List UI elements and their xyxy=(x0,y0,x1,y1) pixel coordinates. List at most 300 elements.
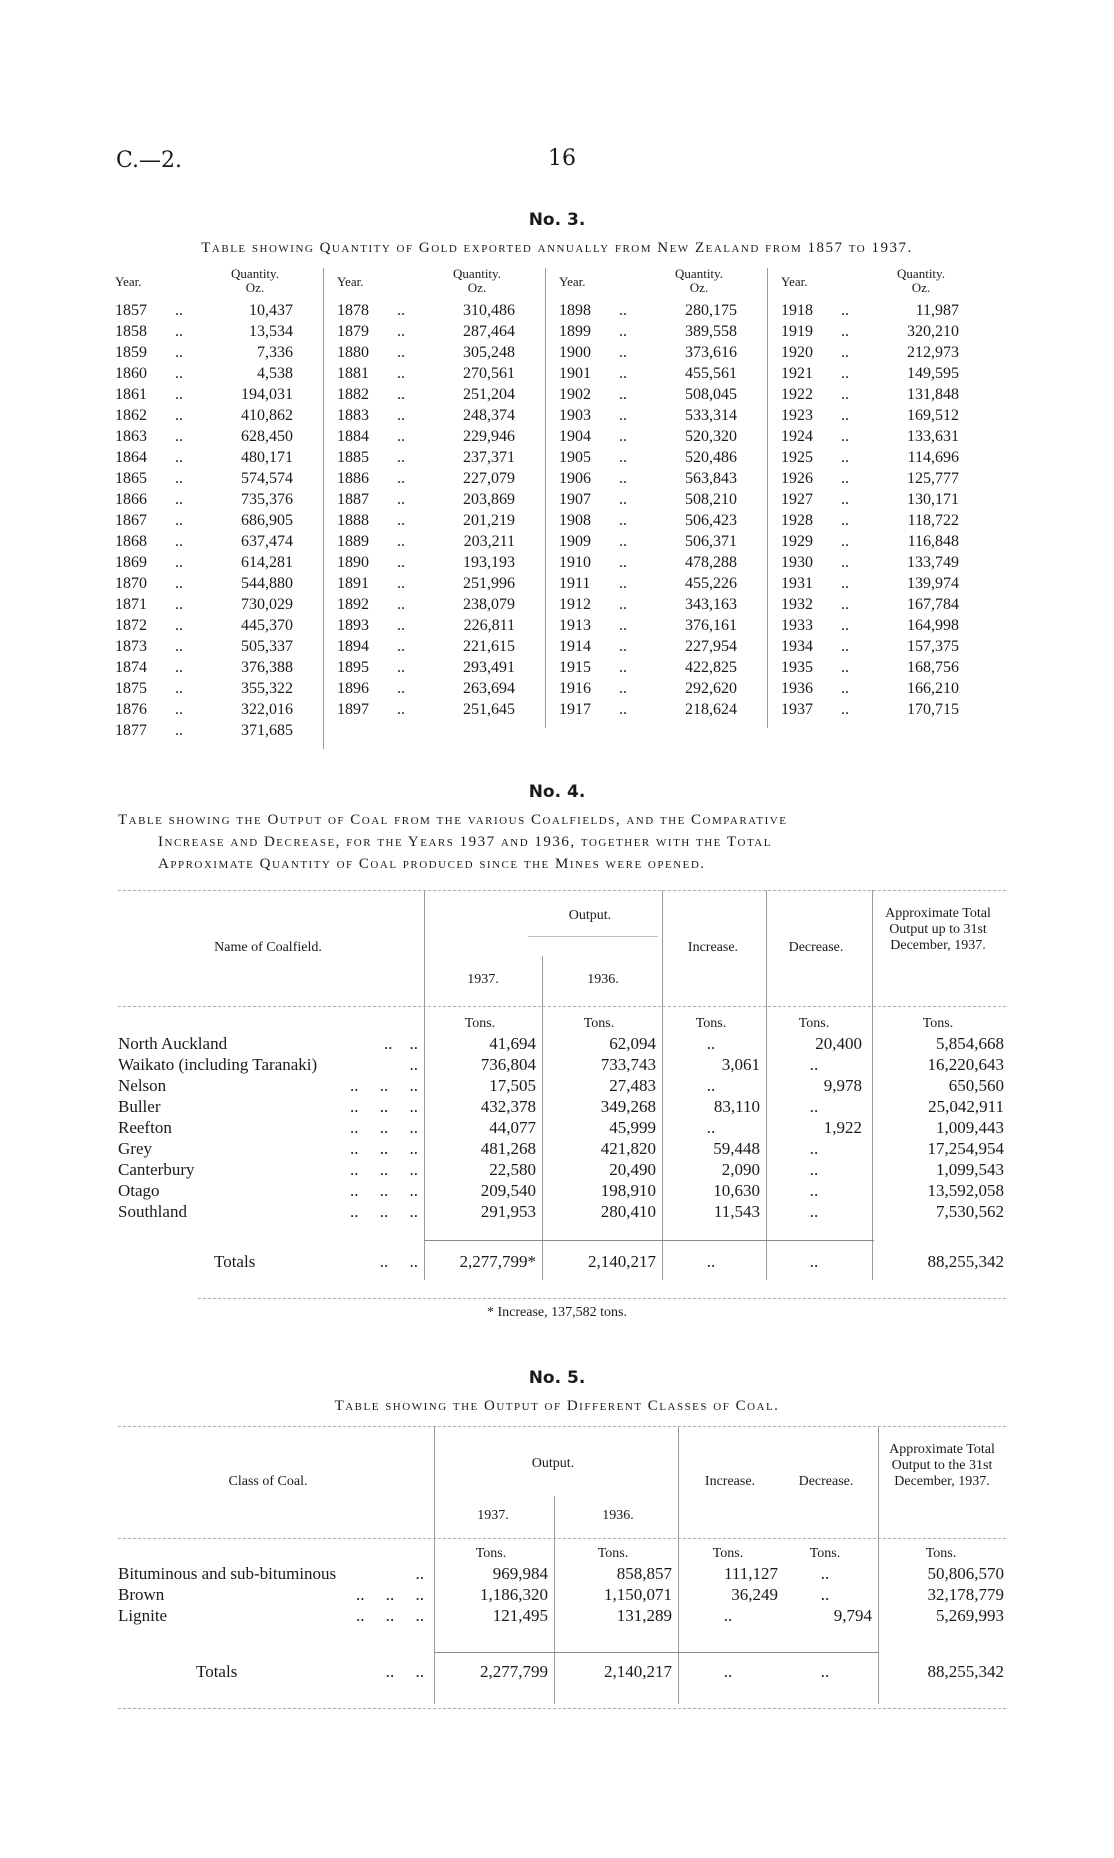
gold-quantity: 637,474 xyxy=(241,533,293,550)
gold-row xyxy=(781,659,959,680)
cell-y1937: 121,495 xyxy=(492,1606,548,1625)
gold-col-year-header: Year. xyxy=(337,274,364,289)
leader-dots: .. xyxy=(175,596,183,613)
gold-row xyxy=(781,512,959,533)
gold-quantity: 263,694 xyxy=(463,680,515,697)
gold-row xyxy=(337,407,515,428)
leader-dots: .. xyxy=(397,659,405,676)
row-name: Lignite xyxy=(118,1606,168,1625)
gold-quantity: 371,685 xyxy=(241,722,293,739)
gold-quantity: 10,437 xyxy=(249,302,293,319)
leader-dots: .. xyxy=(409,1055,418,1074)
leader-dots: .. xyxy=(619,638,627,655)
leader-dots: .. .. .. xyxy=(350,1181,418,1200)
total-total: 88,255,342 xyxy=(927,1662,1004,1681)
table4-totals xyxy=(118,1252,1006,1273)
leader-dots: .. xyxy=(397,596,405,613)
cell-dec: .. xyxy=(820,1564,830,1583)
cell-y1936: 280,410 xyxy=(600,1202,656,1221)
row-name: Grey xyxy=(118,1139,152,1158)
gold-quantity: 280,175 xyxy=(685,302,737,319)
row-name: Waikato (including Taranaki) xyxy=(118,1055,318,1074)
unit-label: Tons. xyxy=(597,1546,629,1561)
gold-year: 1864 xyxy=(115,449,147,466)
leader-dots: .. xyxy=(397,701,405,718)
gold-row xyxy=(337,302,515,323)
gold-quantity: 157,375 xyxy=(907,638,959,655)
gold-row xyxy=(337,680,515,701)
gold-quantity: 478,288 xyxy=(685,554,737,571)
gold-year: 1886 xyxy=(337,470,369,487)
gold-col-quantity-header: Quantity. xyxy=(897,266,945,281)
cell-y1936: 198,910 xyxy=(600,1181,656,1200)
cell-y1936: 131,289 xyxy=(616,1606,672,1625)
cell-y1936: 62,094 xyxy=(609,1034,656,1053)
leader-dots: .. xyxy=(397,575,405,592)
gold-quantity: 4,538 xyxy=(257,365,293,382)
gold-quantity: 130,171 xyxy=(907,491,959,508)
gold-quantity: 506,423 xyxy=(685,512,737,529)
leader-dots: .. xyxy=(175,428,183,445)
leader-dots: .. xyxy=(619,617,627,634)
gold-row xyxy=(337,533,515,554)
gold-quantity: 166,210 xyxy=(907,680,959,697)
gold-year: 1914 xyxy=(559,638,591,655)
leader-dots: .. xyxy=(841,554,849,571)
gold-row xyxy=(781,386,959,407)
gold-year: 1900 xyxy=(559,344,591,361)
gold-quantity: 376,161 xyxy=(685,617,737,634)
row-name: Buller xyxy=(118,1097,161,1116)
gold-col-quantity-header: Quantity. xyxy=(453,266,501,281)
gold-row xyxy=(115,470,293,491)
gold-row xyxy=(337,386,515,407)
leader-dots: .. xyxy=(841,701,849,718)
unit-label: Tons. xyxy=(695,1016,727,1031)
cell-total: 13,592,058 xyxy=(927,1181,1004,1200)
gold-row xyxy=(337,659,515,680)
table5-header-rule xyxy=(118,1538,1006,1539)
cell-y1936: 20,490 xyxy=(609,1160,656,1179)
gold-quantity: 410,862 xyxy=(241,407,293,424)
gold-year: 1885 xyxy=(337,449,369,466)
table4-col-total: Approximate Total Output up to 31st December, 1937. xyxy=(885,906,991,953)
gold-row xyxy=(115,680,293,701)
gold-row xyxy=(559,470,737,491)
leader-dots: .. xyxy=(397,470,405,487)
gold-row xyxy=(115,386,293,407)
gold-quantity: 168,756 xyxy=(907,659,959,676)
gold-row xyxy=(115,428,293,449)
table5-heading: No. 5. xyxy=(528,1368,586,1388)
leader-dots: .. xyxy=(841,470,849,487)
cell-y1937: 17,505 xyxy=(489,1076,536,1095)
gold-quantity: 293,491 xyxy=(463,659,515,676)
leader-dots: .. xyxy=(175,554,183,571)
cell-inc: 36,249 xyxy=(731,1585,778,1604)
gold-quantity: 355,322 xyxy=(241,680,293,697)
gold-row xyxy=(337,596,515,617)
gold-year: 1860 xyxy=(115,365,147,382)
leader-dots: .. xyxy=(397,365,405,382)
gold-year: 1877 xyxy=(115,722,147,739)
leader-dots: .. xyxy=(841,323,849,340)
cell-y1936: 421,820 xyxy=(600,1139,656,1158)
gold-row xyxy=(559,407,737,428)
cell-y1936: 858,857 xyxy=(616,1564,672,1583)
table5-totals xyxy=(118,1662,1006,1683)
table5-col-decrease: Decrease. xyxy=(798,1474,854,1489)
gold-quantity: 343,163 xyxy=(685,596,737,613)
gold-year: 1906 xyxy=(559,470,591,487)
gold-year: 1899 xyxy=(559,323,591,340)
leader-dots: .. xyxy=(397,323,405,340)
gold-row xyxy=(115,512,293,533)
leader-dots: .. xyxy=(619,512,627,529)
gold-column-1 xyxy=(115,268,327,748)
gold-quantity: 237,371 xyxy=(463,449,515,466)
gold-quantity: 251,204 xyxy=(463,386,515,403)
gold-year: 1875 xyxy=(115,680,147,697)
unit-label: Tons. xyxy=(798,1016,830,1031)
gold-quantity: 376,388 xyxy=(241,659,293,676)
table5-col-total: Approximate Total Output to the 31st December, 1937. xyxy=(889,1442,995,1489)
gold-column-divider xyxy=(767,268,768,728)
table5-col-1937: 1937. xyxy=(477,1508,509,1523)
gold-row xyxy=(559,617,737,638)
gold-row xyxy=(559,701,737,722)
gold-row xyxy=(115,722,293,743)
gold-year: 1883 xyxy=(337,407,369,424)
row-name: North Auckland xyxy=(118,1034,228,1053)
gold-row xyxy=(337,491,515,512)
leader-dots: .. xyxy=(841,617,849,634)
leader-dots: .. xyxy=(619,575,627,592)
cell-inc: 83,110 xyxy=(713,1097,760,1116)
leader-dots: .. xyxy=(175,617,183,634)
table5-row xyxy=(118,1585,1006,1606)
cell-y1936: 27,483 xyxy=(609,1076,656,1095)
row-name: Bituminous and sub-bituminous xyxy=(118,1564,337,1583)
gold-row xyxy=(559,533,737,554)
row-name: Brown xyxy=(118,1585,165,1604)
gold-quantity: 455,561 xyxy=(685,365,737,382)
gold-row xyxy=(337,638,515,659)
gold-quantity: 251,996 xyxy=(463,575,515,592)
gold-row xyxy=(115,533,293,554)
gold-quantity: 520,486 xyxy=(685,449,737,466)
gold-row xyxy=(115,491,293,512)
page-number: 16 xyxy=(548,146,576,171)
gold-year: 1901 xyxy=(559,365,591,382)
leader-dots: .. xyxy=(841,512,849,529)
gold-row xyxy=(781,596,959,617)
gold-year: 1858 xyxy=(115,323,147,340)
table4-row xyxy=(118,1118,1006,1139)
gold-quantity: 193,193 xyxy=(463,554,515,571)
gold-quantity: 373,616 xyxy=(685,344,737,361)
leader-dots: .. .. .. xyxy=(350,1076,418,1095)
cell-inc: 111,127 xyxy=(724,1564,778,1583)
gold-year: 1927 xyxy=(781,491,813,508)
leader-dots: .. xyxy=(619,386,627,403)
leader-dots: .. .. xyxy=(379,1252,418,1271)
table5-col-increase: Increase. xyxy=(704,1474,756,1489)
cell-total: 25,042,911 xyxy=(928,1097,1004,1116)
unit-label: Tons. xyxy=(712,1546,744,1561)
gold-year: 1921 xyxy=(781,365,813,382)
gold-row xyxy=(781,701,959,722)
table5-body xyxy=(118,1546,1006,1636)
gold-year: 1934 xyxy=(781,638,813,655)
gold-year: 1890 xyxy=(337,554,369,571)
table4-row xyxy=(118,1160,1006,1181)
table4-title-line2: Increase and Decrease, for the Years 1937 and 1936, together with the Total xyxy=(158,834,772,850)
gold-row xyxy=(115,596,293,617)
gold-quantity: 229,946 xyxy=(463,428,515,445)
leader-dots: .. xyxy=(619,554,627,571)
table4-totals-row xyxy=(118,1252,1006,1276)
gold-year: 1926 xyxy=(781,470,813,487)
cell-y1937: 41,694 xyxy=(489,1034,536,1053)
leader-dots: .. xyxy=(619,659,627,676)
gold-year: 1895 xyxy=(337,659,369,676)
cell-dec: 20,400 xyxy=(815,1034,862,1053)
gold-column-4 xyxy=(781,268,993,748)
leader-dots: .. xyxy=(175,659,183,676)
cell-dec: .. xyxy=(809,1055,819,1074)
leader-dots: .. xyxy=(619,701,627,718)
gold-year: 1884 xyxy=(337,428,369,445)
leader-dots: .. xyxy=(175,302,183,319)
leader-dots: .. xyxy=(397,449,405,466)
gold-year: 1932 xyxy=(781,596,813,613)
cell-y1937: 481,268 xyxy=(480,1139,536,1158)
cell-y1937: 969,984 xyxy=(492,1564,548,1583)
gold-year: 1880 xyxy=(337,344,369,361)
gold-quantity: 11,987 xyxy=(915,302,959,319)
gold-column-divider xyxy=(323,268,324,749)
table4-row xyxy=(118,1055,1006,1076)
gold-quantity: 116,848 xyxy=(907,533,959,550)
table4-row xyxy=(118,1139,1006,1160)
unit-label: Tons. xyxy=(925,1546,957,1561)
gold-quantity: 164,998 xyxy=(907,617,959,634)
gold-year: 1859 xyxy=(115,344,147,361)
gold-year: 1878 xyxy=(337,302,369,319)
leader-dots: .. xyxy=(175,344,183,361)
gold-row xyxy=(559,344,737,365)
leader-dots: .. xyxy=(619,344,627,361)
leader-dots: .. xyxy=(175,575,183,592)
leader-dots: .. xyxy=(175,491,183,508)
cell-y1937: 22,580 xyxy=(489,1160,536,1179)
gold-quantity: 203,869 xyxy=(463,491,515,508)
gold-year: 1873 xyxy=(115,638,147,655)
gold-row xyxy=(115,659,293,680)
leader-dots: .. xyxy=(397,407,405,424)
gold-quantity: 628,450 xyxy=(241,428,293,445)
gold-row xyxy=(337,344,515,365)
leader-dots: .. xyxy=(397,428,405,445)
gold-col-unit-header: Oz. xyxy=(911,280,931,295)
leader-dots: .. xyxy=(397,344,405,361)
total-total: 88,255,342 xyxy=(927,1252,1004,1271)
leader-dots: .. xyxy=(175,323,183,340)
gold-row xyxy=(781,470,959,491)
gold-year: 1924 xyxy=(781,428,813,445)
cell-dec: 9,794 xyxy=(833,1606,872,1625)
gold-year: 1925 xyxy=(781,449,813,466)
leader-dots: .. xyxy=(619,428,627,445)
unit-label: Tons. xyxy=(922,1016,954,1031)
gold-row xyxy=(115,701,293,722)
leader-dots: .. xyxy=(841,407,849,424)
gold-quantity: 212,973 xyxy=(907,344,959,361)
leader-dots: .. xyxy=(619,470,627,487)
gold-quantity: 118,722 xyxy=(907,512,959,529)
gold-quantity: 310,486 xyxy=(463,302,515,319)
gold-year: 1935 xyxy=(781,659,813,676)
gold-quantity: 445,370 xyxy=(241,617,293,634)
gold-year: 1862 xyxy=(115,407,147,424)
gold-quantity: 226,811 xyxy=(463,617,515,634)
gold-row xyxy=(781,407,959,428)
gold-quantity: 248,374 xyxy=(463,407,515,424)
table5-col-1936: 1936. xyxy=(602,1508,634,1523)
gold-year: 1929 xyxy=(781,533,813,550)
row-name: Southland xyxy=(118,1202,187,1221)
cell-inc: 11,543 xyxy=(713,1202,760,1221)
gold-quantity: 251,645 xyxy=(463,701,515,718)
gold-quantity: 125,777 xyxy=(907,470,959,487)
gold-row xyxy=(559,302,737,323)
cell-dec: .. xyxy=(809,1139,819,1158)
gold-year: 1893 xyxy=(337,617,369,634)
leader-dots: .. xyxy=(397,554,405,571)
table4-col-name: Name of Coalfield. xyxy=(214,940,322,955)
gold-quantity: 544,880 xyxy=(241,575,293,592)
leader-dots: .. xyxy=(619,533,627,550)
cell-inc: 59,448 xyxy=(713,1139,760,1158)
cell-total: 1,009,443 xyxy=(936,1118,1004,1137)
gold-year: 1903 xyxy=(559,407,591,424)
leader-dots: .. xyxy=(175,701,183,718)
leader-dots: .. xyxy=(397,680,405,697)
cell-y1937: 736,804 xyxy=(480,1055,536,1074)
gold-year: 1907 xyxy=(559,491,591,508)
table4-row xyxy=(118,1076,1006,1097)
gold-quantity: 574,574 xyxy=(241,470,293,487)
leader-dots: .. xyxy=(619,302,627,319)
gold-row xyxy=(337,512,515,533)
gold-row xyxy=(337,554,515,575)
gold-row xyxy=(781,302,959,323)
gold-quantity: 506,371 xyxy=(685,533,737,550)
gold-year: 1930 xyxy=(781,554,813,571)
gold-year: 1867 xyxy=(115,512,147,529)
table5-col-output: Output. xyxy=(531,1456,575,1471)
leader-dots: .. xyxy=(175,533,183,550)
gold-column-3 xyxy=(559,268,771,748)
total-dec: .. xyxy=(820,1662,830,1681)
table3-title: Table showing Quantity of Gold exported annually from New Zealand from 1857 to 1937. xyxy=(201,240,913,256)
gold-quantity: 389,558 xyxy=(685,323,737,340)
gold-year: 1905 xyxy=(559,449,591,466)
gold-year: 1894 xyxy=(337,638,369,655)
gold-row xyxy=(781,638,959,659)
cell-dec: .. xyxy=(809,1181,819,1200)
gold-quantity: 149,595 xyxy=(907,365,959,382)
gold-year: 1902 xyxy=(559,386,591,403)
leader-dots: .. xyxy=(415,1564,424,1583)
total-inc: .. xyxy=(706,1252,716,1271)
gold-quantity: 305,248 xyxy=(463,344,515,361)
gold-col-year-header: Year. xyxy=(559,274,586,289)
gold-year: 1919 xyxy=(781,323,813,340)
gold-row xyxy=(559,512,737,533)
total-inc: .. xyxy=(723,1662,733,1681)
gold-quantity: 287,464 xyxy=(463,323,515,340)
gold-row xyxy=(781,428,959,449)
leader-dots: .. xyxy=(175,386,183,403)
page-reference: C.—2. xyxy=(116,148,183,173)
leader-dots: .. xyxy=(397,638,405,655)
gold-quantity: 686,905 xyxy=(241,512,293,529)
total-y1936: 2,140,217 xyxy=(588,1252,656,1271)
gold-quantity: 131,848 xyxy=(907,386,959,403)
gold-year: 1866 xyxy=(115,491,147,508)
leader-dots: .. .. xyxy=(384,1034,418,1053)
leader-dots: .. xyxy=(397,512,405,529)
table4-row xyxy=(118,1097,1006,1118)
gold-quantity: 13,534 xyxy=(249,323,293,340)
gold-quantity: 203,211 xyxy=(463,533,515,550)
table4-footnote: * Increase, 137,582 tons. xyxy=(487,1305,627,1320)
table5-row xyxy=(118,1564,1006,1585)
cell-total: 7,530,562 xyxy=(936,1202,1004,1221)
leader-dots: .. xyxy=(841,575,849,592)
gold-row xyxy=(781,365,959,386)
total-y1936: 2,140,217 xyxy=(604,1662,672,1681)
gold-row xyxy=(559,575,737,596)
gold-year: 1871 xyxy=(115,596,147,613)
totals-label: Totals xyxy=(196,1662,238,1681)
gold-column-divider xyxy=(545,268,546,728)
gold-quantity: 133,631 xyxy=(907,428,959,445)
leader-dots: .. xyxy=(619,365,627,382)
cell-total: 1,099,543 xyxy=(936,1160,1004,1179)
leader-dots: .. xyxy=(397,491,405,508)
table5-title: Table showing the Output of Different Classes of Coal. xyxy=(334,1398,780,1414)
cell-dec: .. xyxy=(809,1202,819,1221)
gold-year: 1891 xyxy=(337,575,369,592)
leader-dots: .. xyxy=(841,386,849,403)
gold-quantity: 730,029 xyxy=(241,596,293,613)
gold-row xyxy=(559,386,737,407)
gold-quantity: 227,079 xyxy=(463,470,515,487)
table5-totals-rule xyxy=(434,1652,878,1653)
gold-col-unit-header: Oz. xyxy=(245,280,265,295)
gold-quantity: 139,974 xyxy=(907,575,959,592)
gold-year: 1933 xyxy=(781,617,813,634)
gold-year: 1917 xyxy=(559,701,591,718)
cell-dec: .. xyxy=(809,1160,819,1179)
leader-dots: .. xyxy=(175,449,183,466)
cell-total: 16,220,643 xyxy=(927,1055,1004,1074)
gold-row xyxy=(337,365,515,386)
cell-total: 650,560 xyxy=(948,1076,1004,1095)
